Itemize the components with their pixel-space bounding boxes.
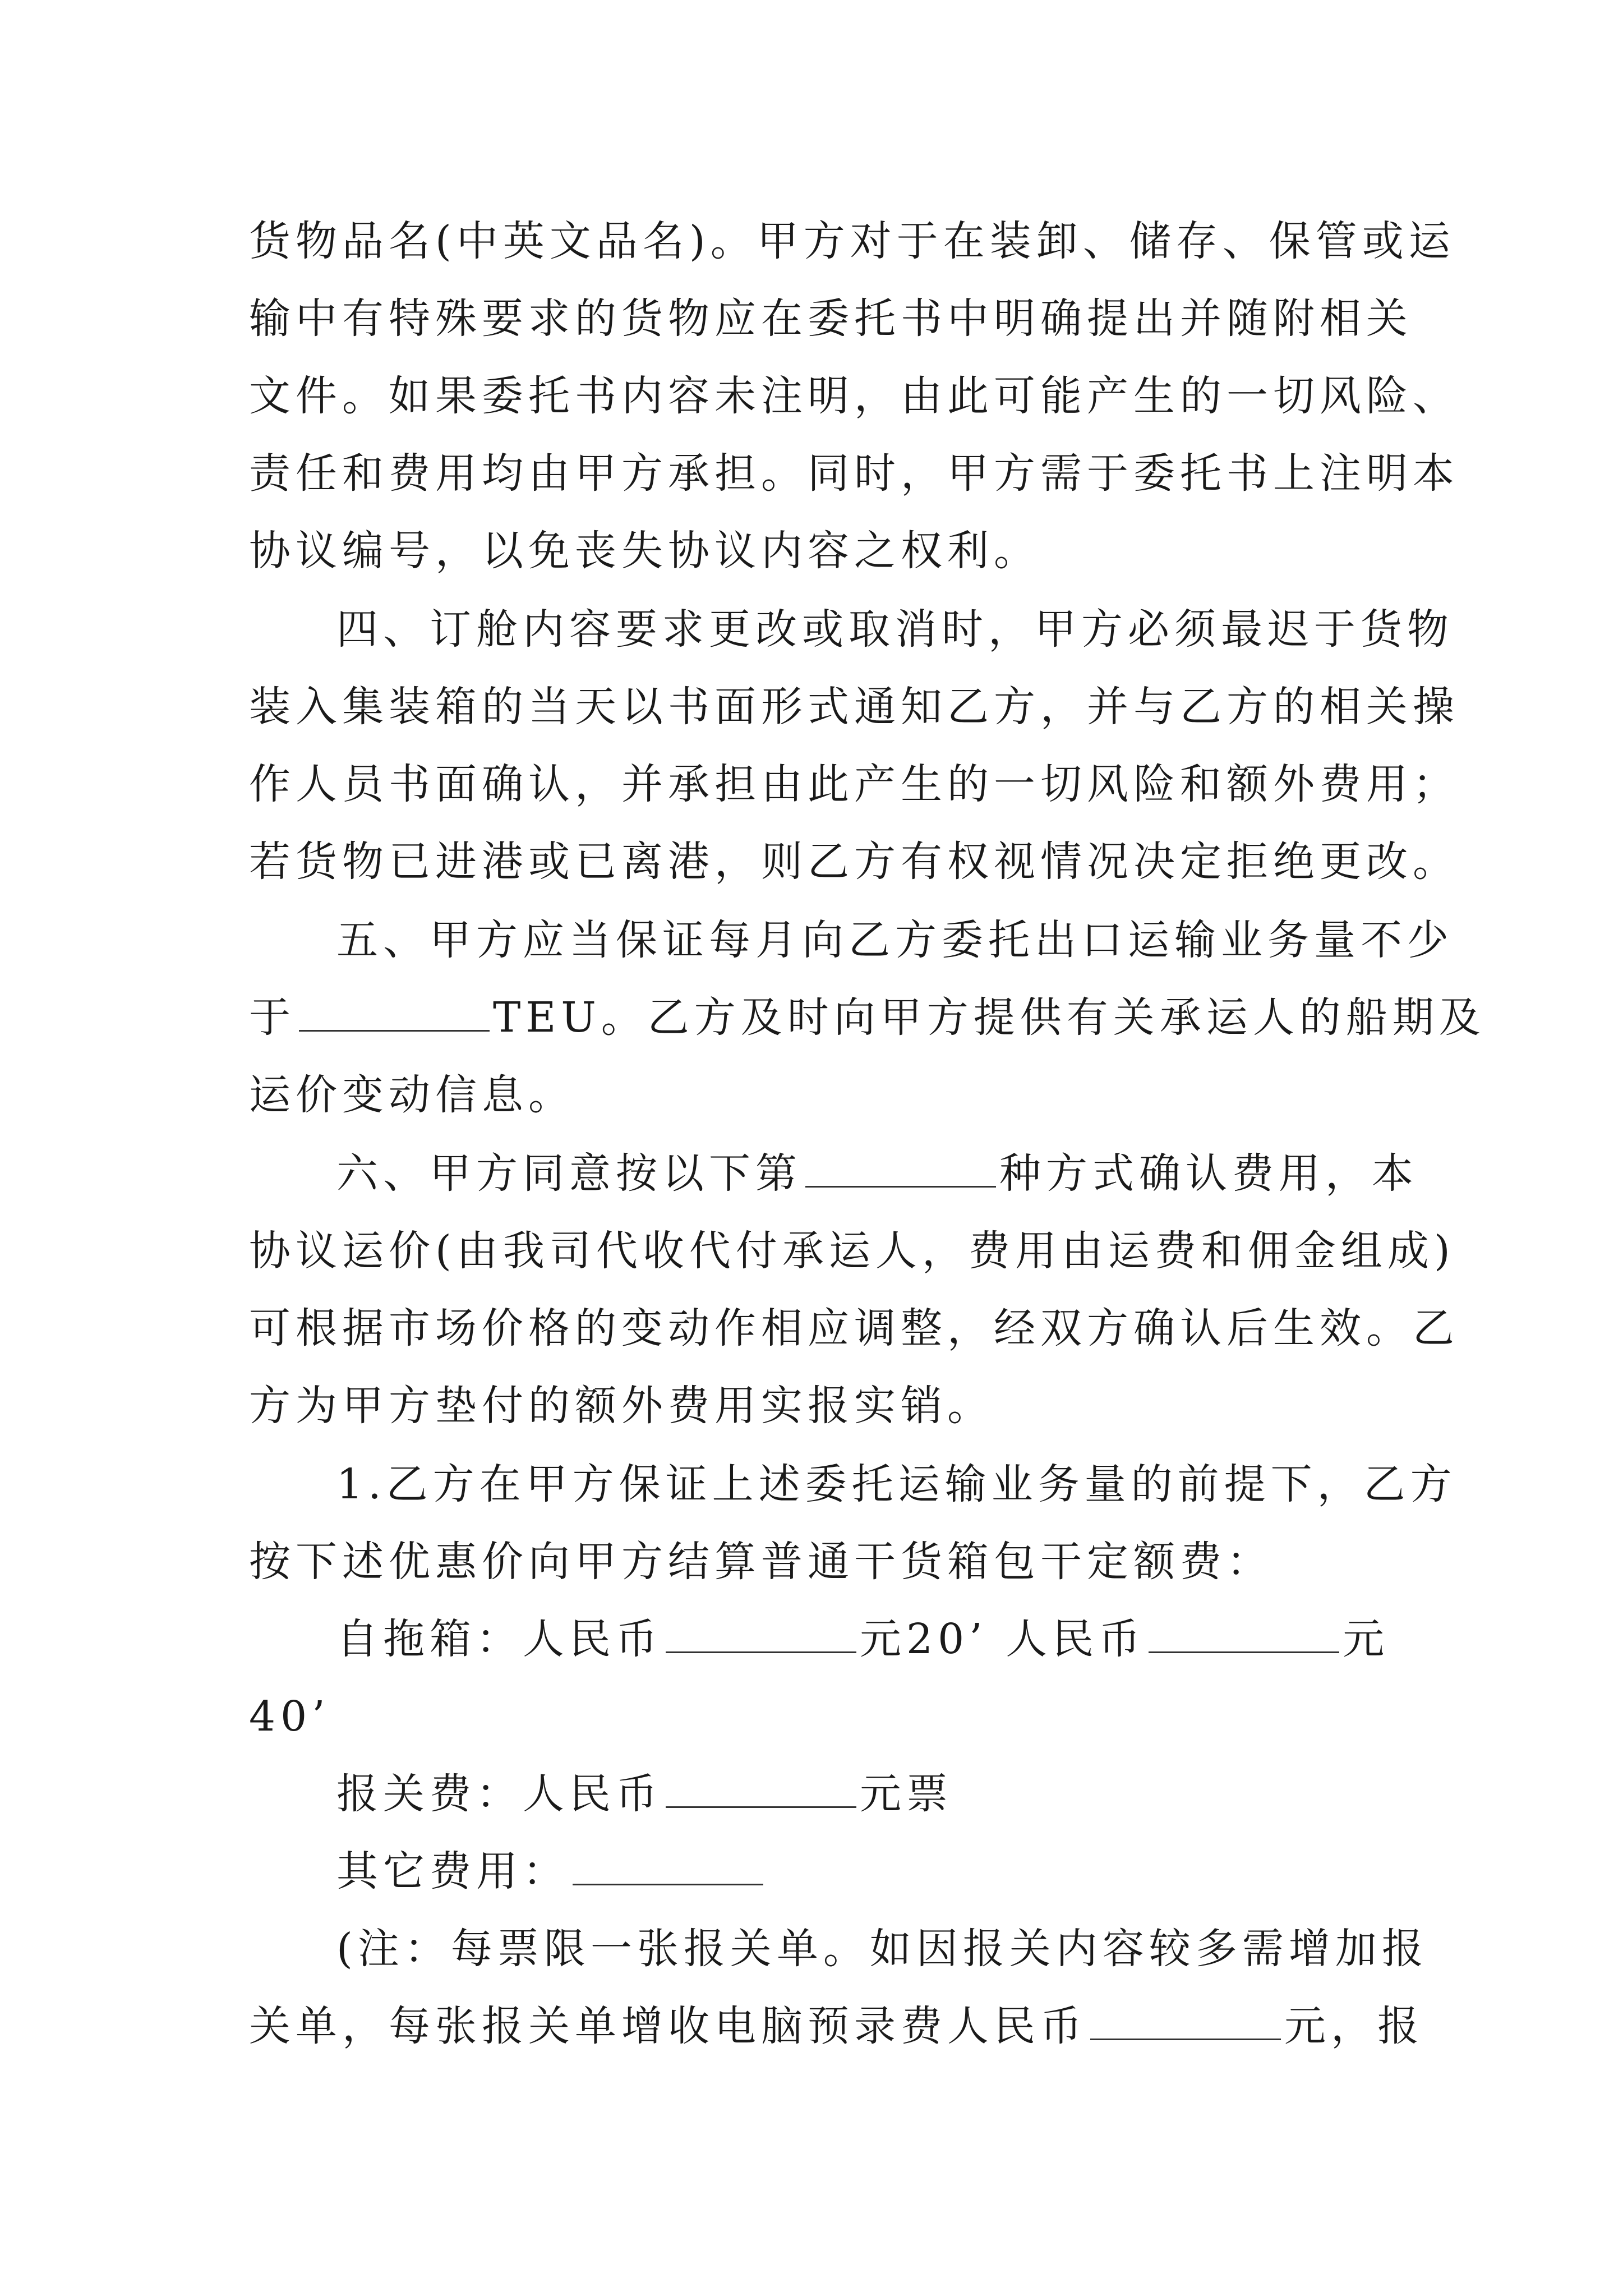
paragraph-line — [336, 1611, 1389, 1667]
fill-in-blank — [573, 1849, 763, 1885]
paragraph-line: 文件。如果委托书内容未注明，由此可能产生的一切风险、 — [249, 372, 1459, 420]
paragraph-line: 责任和费用均由甲方承担。同时，甲方需于委托书上注明本 — [249, 449, 1459, 498]
line-text: 六、甲方同意按以下第 — [336, 1149, 802, 1198]
fill-in-blank — [299, 995, 490, 1032]
line-text: 元，报 — [1284, 2002, 1424, 2050]
paragraph-line: 协议运价(由我司代收代付承运人，费用由运费和佣金组成) — [249, 1227, 1455, 1275]
fill-in-blank — [666, 1617, 856, 1653]
line-text: 关单，每张报关单增收电脑预录费人民币 — [249, 2002, 1087, 2050]
paragraph-line: 方为甲方垫付的额外费用实报实销。 — [249, 1382, 994, 1430]
line-text: 于 — [249, 993, 296, 1042]
line-text: TEU。乙方及时向甲方提供有关承运人的船期及 — [493, 993, 1486, 1042]
paragraph-line: 按下述优惠价向甲方结算普通干货箱包干定额费： — [249, 1538, 1273, 1586]
paragraph-line: 四、订舱内容要求更改或取消时，甲方必须最迟于货物 — [336, 605, 1454, 654]
paragraph-line — [249, 1998, 1424, 2054]
fill-in-blank — [805, 1151, 996, 1188]
paragraph-line — [336, 1145, 1418, 1202]
line-text: 种方式确认费用，本 — [999, 1149, 1418, 1198]
paragraph-line: 作人员书面确认，并承担由此产生的一切风险和额外费用； — [249, 760, 1459, 808]
line-text: 其它费用： — [336, 1847, 569, 1895]
line-text: 报关费：人民币 — [336, 1770, 662, 1818]
paragraph-line: 输中有特殊要求的货物应在委托书中明确提出并随附相关 — [249, 295, 1413, 343]
paragraph-line: 运价变动信息。 — [249, 1071, 575, 1119]
fill-in-blank — [1090, 2004, 1281, 2040]
paragraph-line: 若货物已进港或已离港，则乙方有权视情况决定拒绝更改。 — [249, 838, 1459, 886]
paragraph-line — [336, 1766, 953, 1822]
paragraph-line: 1.乙方在甲方保证上述委托运输业务量的前提下，乙方 — [336, 1460, 1457, 1508]
paragraph-line: 货物品名(中英文品名)。甲方对于在装卸、储存、保管或运 — [249, 217, 1455, 265]
fill-in-blank — [666, 1772, 856, 1808]
paragraph-line: 五、甲方应当保证每月向乙方委托出口运输业务量不少 — [336, 916, 1454, 964]
line-text: 元20’ 人民币 — [860, 1615, 1146, 1663]
line-text: 元 — [1343, 1615, 1390, 1663]
paragraph-line — [336, 1843, 767, 1899]
paragraph-line: 装入集装箱的当天以书面形式通知乙方，并与乙方的相关操 — [249, 683, 1459, 731]
paragraph-line: 40’ — [249, 1692, 330, 1741]
paragraph-line: (注：每票限一张报关单。如因报关内容较多需增加报 — [336, 1925, 1428, 1973]
paragraph-line — [249, 990, 1486, 1046]
paragraph-line: 协议编号，以免丧失协议内容之权利。 — [249, 527, 1040, 575]
paragraph-line: 可根据市场价格的变动作相应调整，经双方确认后生效。乙 — [249, 1304, 1459, 1352]
line-text: 元票 — [860, 1770, 953, 1818]
line-text: 自拖箱：人民币 — [336, 1615, 662, 1663]
fill-in-blank — [1149, 1617, 1339, 1653]
